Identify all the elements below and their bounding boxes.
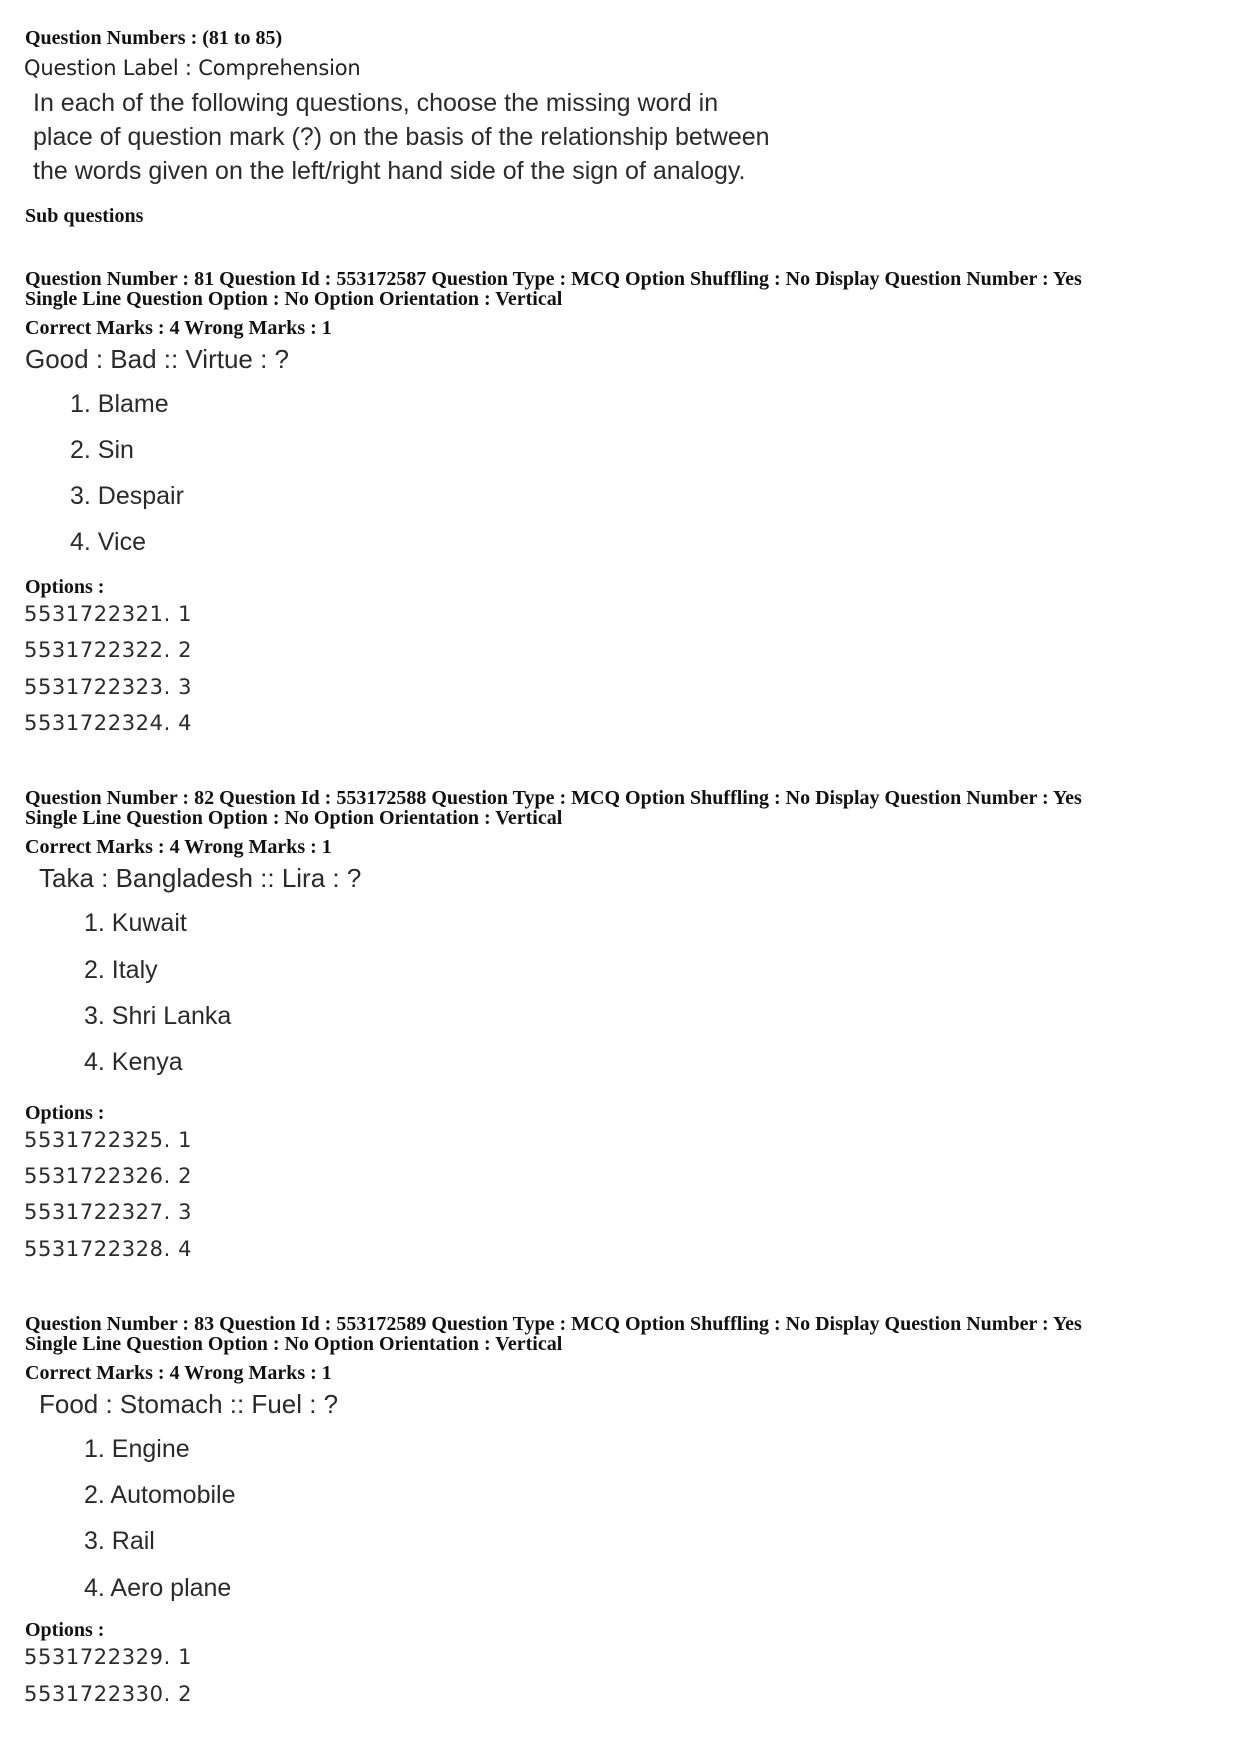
option-code-1: 5531722321. 1	[24, 602, 193, 626]
question-text: Taka : Bangladesh :: Lira : ?	[39, 863, 362, 893]
options-label: Options :	[25, 1619, 105, 1641]
sub-questions-heading: Sub questions	[25, 205, 144, 227]
choice-3: 3. Rail	[84, 1527, 155, 1555]
choice-3: 3. Shri Lanka	[84, 1002, 232, 1030]
choice-4: 4. Vice	[70, 528, 146, 556]
option-code-2: 5531722330. 2	[24, 1682, 193, 1706]
marks: Correct Marks : 4 Wrong Marks : 1	[25, 1362, 332, 1384]
option-code-4: 5531722324. 4	[24, 711, 193, 735]
question-text: Good : Bad :: Virtue : ?	[25, 344, 290, 374]
choice-1: 1. Kuwait	[84, 909, 187, 937]
option-code-1: 5531722329. 1	[24, 1645, 193, 1669]
question-label: Question Label : Comprehension	[24, 56, 361, 80]
question-text: Food : Stomach :: Fuel : ?	[39, 1389, 339, 1419]
choice-4: 4. Kenya	[84, 1048, 183, 1076]
choice-3: 3. Despair	[70, 482, 184, 510]
choice-1: 1. Blame	[70, 390, 169, 418]
choice-1: 1. Engine	[84, 1435, 190, 1463]
question-meta-options: Single Line Question Option : No Option Orientation : Vertical	[25, 1333, 563, 1355]
option-code-4: 5531722328. 4	[24, 1237, 193, 1261]
option-code-3: 5531722327. 3	[24, 1200, 193, 1224]
question-numbers: Question Numbers : (81 to 85)	[25, 27, 283, 49]
option-code-2: 5531722326. 2	[24, 1164, 193, 1188]
question-meta: Question Number : 82 Question Id : 553172588 Question Type : MCQ Option Shuffling : No Display Question Number : Yes	[25, 787, 1082, 809]
choice-2: 2. Automobile	[84, 1481, 236, 1509]
question-meta-options: Single Line Question Option : No Option Orientation : Vertical	[25, 807, 563, 829]
option-code-3: 5531722323. 3	[24, 675, 193, 699]
question-meta-options: Single Line Question Option : No Option Orientation : Vertical	[25, 288, 563, 310]
choice-2: 2. Sin	[70, 436, 134, 464]
option-code-1: 5531722325. 1	[24, 1128, 193, 1152]
instructions: In each of the following questions, choose the missing word in place of question mark (?) on the basis of the relationship between the words given on the left/right hand side of the sign of analogy.	[33, 89, 770, 185]
marks: Correct Marks : 4 Wrong Marks : 1	[25, 317, 332, 339]
marks: Correct Marks : 4 Wrong Marks : 1	[25, 836, 332, 858]
question-meta: Question Number : 83 Question Id : 553172589 Question Type : MCQ Option Shuffling : No Display Question Number : Yes	[25, 1313, 1082, 1335]
option-code-2: 5531722322. 2	[24, 638, 193, 662]
choice-4: 4. Aero plane	[84, 1574, 232, 1602]
question-meta: Question Number : 81 Question Id : 553172587 Question Type : MCQ Option Shuffling : No Display Question Number : Yes	[25, 268, 1082, 290]
options-label: Options :	[25, 1102, 105, 1124]
options-label: Options :	[25, 576, 105, 598]
choice-2: 2. Italy	[84, 956, 158, 984]
